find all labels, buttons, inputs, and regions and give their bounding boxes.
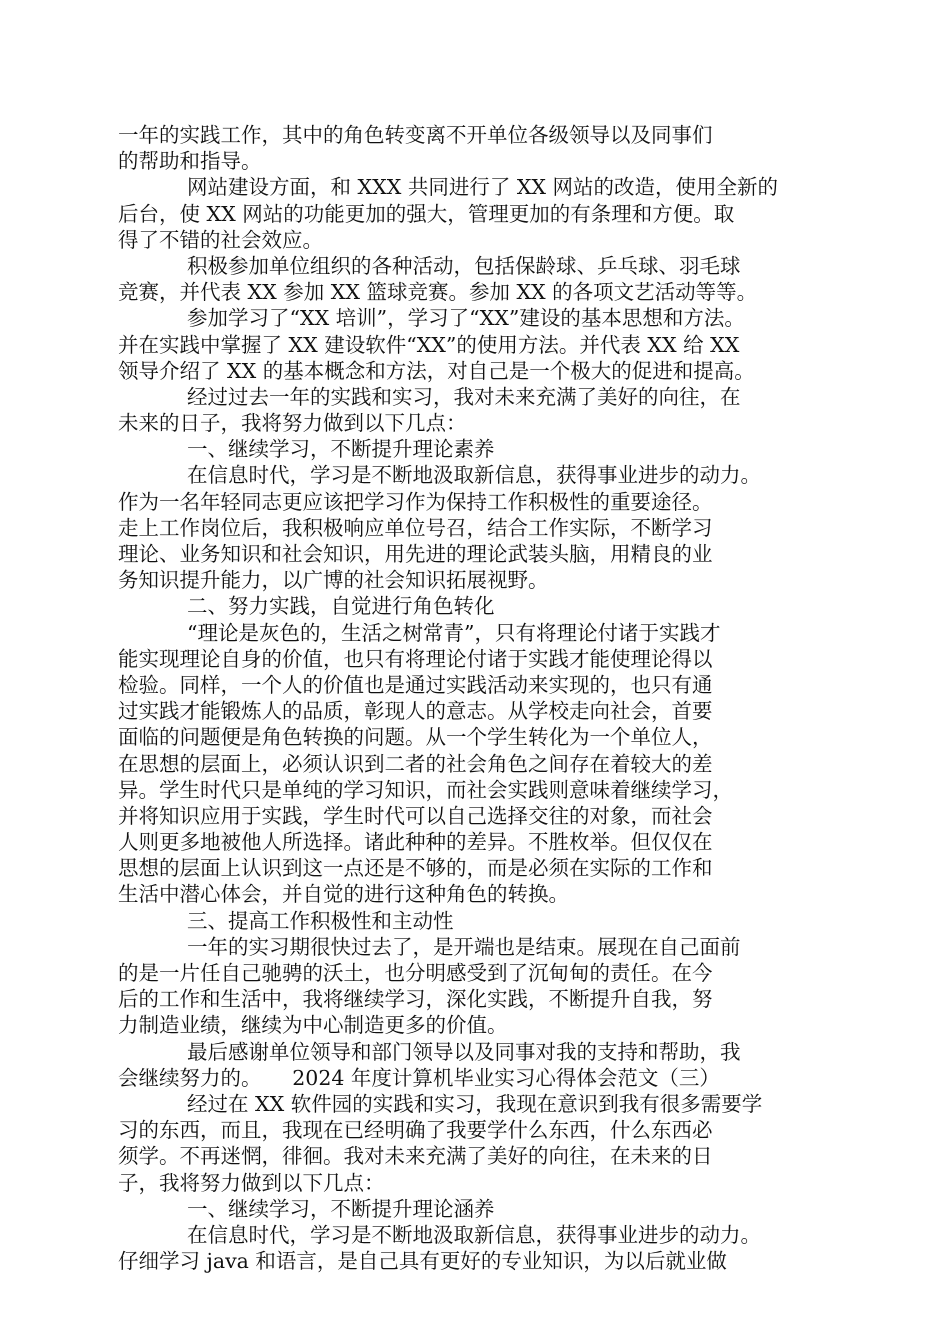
text-line: 一、继续学习，不断提升理论涵养 bbox=[187, 1196, 495, 1221]
text-line: 经过过去一年的实践和实习，我对未来充满了美好的向往，在 bbox=[187, 384, 741, 409]
text-line: 三、提高工作积极性和主动性 bbox=[187, 908, 454, 933]
text-line: 仔细学习 java 和语言，是自己具有更好的专业知识，为以后就业做 bbox=[118, 1249, 727, 1274]
text-line: 并将知识应用于实践，学生时代可以自己选择交往的对象，而社会 bbox=[118, 803, 713, 828]
text-line: 人则更多地被他人所选择。诸此种种的差异。不胜枚举。但仅仅在 bbox=[118, 830, 713, 855]
text-line: 思想的层面上认识到这一点还是不够的，而是必须在实际的工作和 bbox=[118, 856, 713, 881]
text-line: 务知识提升能力，以广博的社会知识拓展视野。 bbox=[118, 568, 549, 593]
text-line: 过实践才能锻炼人的品质，彰现人的意志。从学校走向社会，首要 bbox=[118, 699, 713, 724]
text-line: 的帮助和指导。 bbox=[118, 149, 262, 174]
text-line: 力制造业绩，继续为中心制造更多的价值。 bbox=[118, 1013, 508, 1038]
text-line: 经过在 XX 软件园的实践和实习，我现在意识到我有很多需要学 bbox=[187, 1091, 763, 1116]
text-line: 在信息时代，学习是不断地汲取新信息，获得事业进步的动力。 bbox=[187, 1222, 761, 1247]
text-line: 网站建设方面，和 XXX 共同进行了 XX 网站的改造，使用全新的 bbox=[187, 175, 779, 200]
text-line: 走上工作岗位后，我积极响应单位号召，结合工作实际，不断学习 bbox=[118, 515, 713, 540]
text-line: 后的工作和生活中，我将继续学习，深化实践，不断提升自我，努 bbox=[118, 987, 713, 1012]
text-line: 后台，使 XX 网站的功能更加的强大，管理更加的有条理和方便。取 bbox=[118, 201, 735, 226]
text-line: 得了不错的社会效应。 bbox=[118, 227, 323, 252]
text-line: 检验。同样，一个人的价值也是通过实践活动来实现的，也只有通 bbox=[118, 672, 713, 697]
text-line: 并在实践中掌握了 XX 建设软件“XX”的使用方法。并代表 XX 给 XX bbox=[118, 332, 740, 357]
text-line: 一、继续学习，不断提升理论素养 bbox=[187, 437, 495, 462]
text-line: 未来的日子，我将努力做到以下几点： bbox=[118, 411, 467, 436]
text-line: 领导介绍了 XX 的基本概念和方法，对自己是一个极大的促进和提高。 bbox=[118, 358, 755, 383]
text-line: 面临的问题便是角色转换的问题。从一个学生转化为一个单位人， bbox=[118, 725, 713, 750]
text-line: 积极参加单位组织的各种活动，包括保龄球、乒乓球、羽毛球 bbox=[187, 253, 741, 278]
text-line: 能实现理论自身的价值，也只有将理论付诸于实践才能使理论得以 bbox=[118, 646, 713, 671]
text-line: 最后感谢单位领导和部门领导以及同事对我的支持和帮助，我 bbox=[187, 1039, 741, 1064]
text-line: 作为一名年轻同志更应该把学习作为保持工作积极性的重要途径。 bbox=[118, 489, 713, 514]
text-line: 的是一片任自己驰骋的沃土，也分明感受到了沉甸甸的责任。在今 bbox=[118, 961, 713, 985]
document-page bbox=[118, 122, 834, 1274]
text-line: 生活中潜心体会，并自觉的进行这种角色的转换。 bbox=[118, 882, 569, 907]
text-line: 在思想的层面上，必须认识到二者的社会角色之间存在着较大的差 bbox=[118, 751, 713, 776]
text-line: “理论是灰色的，生活之树常青”，只有将理论付诸于实践才 bbox=[187, 620, 721, 645]
text-line: 理论、业务知识和社会知识，用先进的理论武装头脑，用精良的业 bbox=[118, 542, 713, 566]
text-line: 须学。不再迷惘，徘徊。我对未来充满了美好的向往，在未来的日 bbox=[118, 1144, 713, 1169]
text-line: 异。学生时代只是单纯的学习知识，而社会实践则意味着继续学习， bbox=[118, 777, 733, 802]
text-line: 二、努力实践，自觉进行角色转化 bbox=[187, 594, 495, 619]
text-line: 习的东西，而且，我现在已经明确了我要学什么东西，什么东西必 bbox=[118, 1118, 713, 1143]
text-line: 竞赛，并代表 XX 参加 XX 篮球竞赛。参加 XX 的各项文艺活动等等。 bbox=[118, 280, 758, 305]
text-line: 子，我将努力做到以下几点： bbox=[118, 1170, 385, 1195]
text-line: 一年的实践工作，其中的角色转变离不开单位各级领导以及同事们 bbox=[118, 123, 713, 147]
text-line: 在信息时代，学习是不断地汲取新信息，获得事业进步的动力。 bbox=[187, 463, 761, 488]
text-line: 一年的实习期很快过去了，是开端也是结束。展现在自己面前 bbox=[187, 934, 741, 959]
text-line: 会继续努力的。 2024 年度计算机毕业实习心得体会范文（三） bbox=[118, 1065, 720, 1090]
text-line: 参加学习了“XX 培训”，学习了“XX”建设的基本思想和方法。 bbox=[187, 306, 745, 331]
